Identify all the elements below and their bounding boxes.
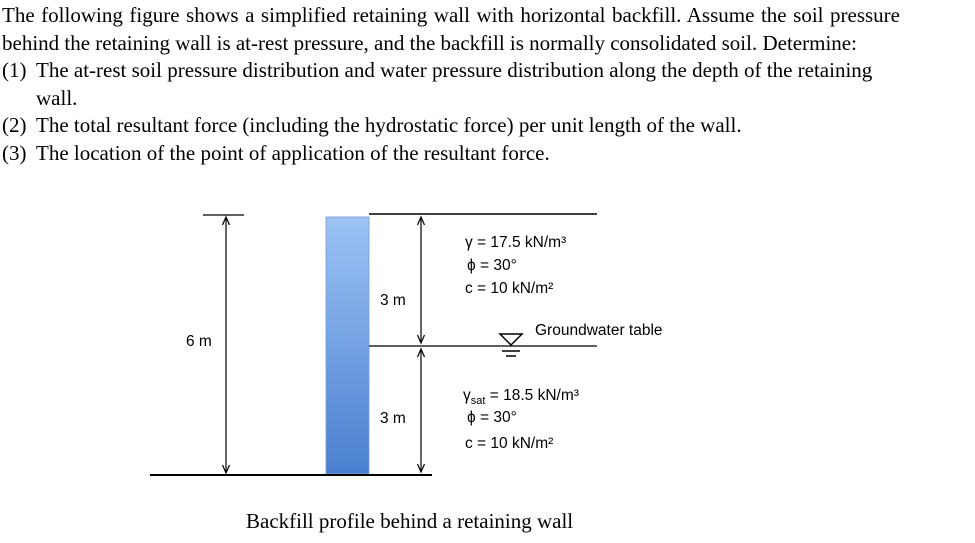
question-text: The total resultant force (including the hydrostatic force) per unit length of the wall. [36, 113, 742, 137]
figure-caption: Backfill profile behind a retaining wall [246, 509, 574, 533]
question-text: The at-rest soil pressure distribution and water pressure distribution along the depth of the retaining wall. [36, 58, 873, 110]
gamma-subscript: sat [470, 395, 486, 407]
water-table-symbol [500, 334, 522, 356]
question-text: The location of the point of application of the resultant force. [36, 140, 550, 165]
total-height-label: 6 m [186, 333, 212, 350]
lower-height-dimension [418, 349, 425, 472]
lower-height-label: 3 m [380, 410, 406, 427]
upper-height-dimension [418, 217, 425, 343]
upper-gamma-label: γ = 17.5 kN/m³ [465, 234, 567, 251]
lower-cohesion-label: c = 10 kN/m² [465, 435, 554, 452]
gamma-value: = 18.5 kN/m³ [485, 387, 579, 404]
problem-intro: The following figure shows a simplified retaining wall with horizontal backfill. Assume the soil pressure behind the retaining wall is at-rest pressure, and the backfill is normally consolidated soil. Determine: [2, 3, 900, 55]
groundwater-table-label: Groundwater table [535, 322, 663, 339]
gamma-symbol: γ [463, 387, 471, 404]
lower-phi-label: ϕ = 30° [467, 409, 517, 426]
question-number: (2) [2, 113, 27, 137]
retaining-wall [326, 217, 369, 474]
upper-phi-label: ϕ = 30° [467, 257, 517, 274]
lower-gamma-label [463, 387, 579, 407]
question-number: (3) [2, 140, 27, 165]
upper-height-label: 3 m [380, 292, 406, 309]
upper-cohesion-label: c = 10 kN/m² [465, 280, 554, 297]
question-number: (1) [2, 58, 27, 82]
